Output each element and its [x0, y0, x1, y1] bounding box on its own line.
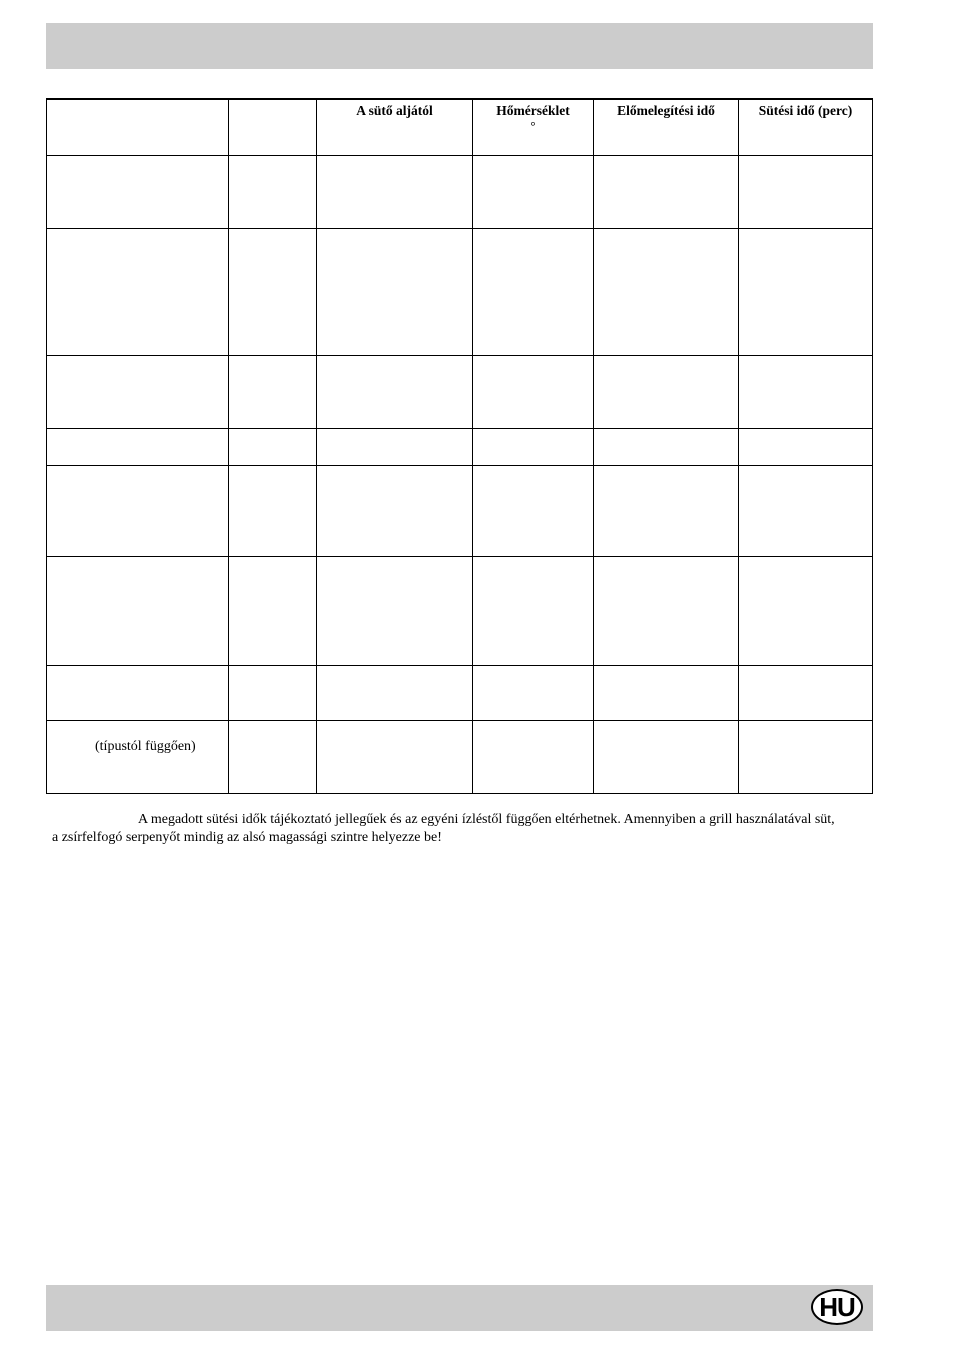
header-cell-shelf: A sütő aljától — [317, 99, 473, 155]
table-cell — [594, 355, 739, 428]
header-cell-preheat: Előmelegítési idő — [594, 99, 739, 155]
header-cell-function — [229, 99, 317, 155]
table-cell — [317, 465, 473, 556]
table-cell — [594, 720, 739, 793]
table-header-row — [47, 99, 873, 155]
table-cell — [317, 155, 473, 228]
table-cell — [317, 556, 473, 665]
cooking-table — [46, 98, 873, 794]
table-cell — [473, 465, 594, 556]
table-cell — [739, 665, 873, 720]
table-cell — [594, 556, 739, 665]
table-cell — [473, 556, 594, 665]
table-cell — [229, 465, 317, 556]
table-cell — [473, 665, 594, 720]
table-cell — [229, 155, 317, 228]
table-row — [47, 720, 873, 793]
table-cell — [594, 465, 739, 556]
table-cell — [229, 720, 317, 793]
table-cell — [317, 428, 473, 465]
degree-symbol: ° — [530, 118, 536, 133]
language-badge: HU — [811, 1289, 863, 1325]
table-cell — [473, 720, 594, 793]
table-cell — [229, 428, 317, 465]
table-cell — [739, 720, 873, 793]
food-cell — [47, 428, 229, 465]
table-cell — [229, 355, 317, 428]
header-cell-temperature — [473, 99, 594, 155]
table-cell — [473, 155, 594, 228]
table-cell — [473, 428, 594, 465]
table-row — [47, 428, 873, 465]
table-cell — [739, 228, 873, 355]
food-cell — [47, 228, 229, 355]
table-row — [47, 556, 873, 665]
table-cell — [739, 155, 873, 228]
temperature-header-label: Hőmérséklet — [496, 103, 570, 118]
table-cell — [594, 665, 739, 720]
header-cell-food — [47, 99, 229, 155]
table-cell — [317, 228, 473, 355]
table-cell — [594, 155, 739, 228]
food-cell — [47, 355, 229, 428]
food-cell — [47, 556, 229, 665]
table-row — [47, 155, 873, 228]
table-cell — [317, 355, 473, 428]
table-row — [47, 465, 873, 556]
table-row — [47, 665, 873, 720]
food-cell — [47, 465, 229, 556]
table-cell — [473, 355, 594, 428]
table-row — [47, 355, 873, 428]
table-cell — [739, 428, 873, 465]
table-cell — [317, 720, 473, 793]
food-cell — [47, 665, 229, 720]
table-cell — [229, 228, 317, 355]
cooking-note: A megadott sütési idők tájékoztató jellegűek és az egyéni ízléstől függően eltérhetnek. Amennyiben a grill használatával süt, a zsírfelfogó serpenyőt mindig az alsó magassági szintre helyezze be! — [52, 812, 835, 845]
table-cell — [473, 228, 594, 355]
table-cell — [229, 665, 317, 720]
table-cell — [317, 665, 473, 720]
table-cell — [594, 428, 739, 465]
header-cell-cooking-time: Sütési idő (perc) — [739, 99, 873, 155]
table-row — [47, 228, 873, 355]
table-cell — [594, 228, 739, 355]
table-cell — [229, 556, 317, 665]
header-bar — [46, 23, 873, 69]
food-cell — [47, 155, 229, 228]
table-cell — [739, 465, 873, 556]
food-cell: (típustól függően) — [47, 720, 229, 793]
table-cell — [739, 556, 873, 665]
table-cell — [739, 355, 873, 428]
footer-bar — [46, 1285, 873, 1331]
